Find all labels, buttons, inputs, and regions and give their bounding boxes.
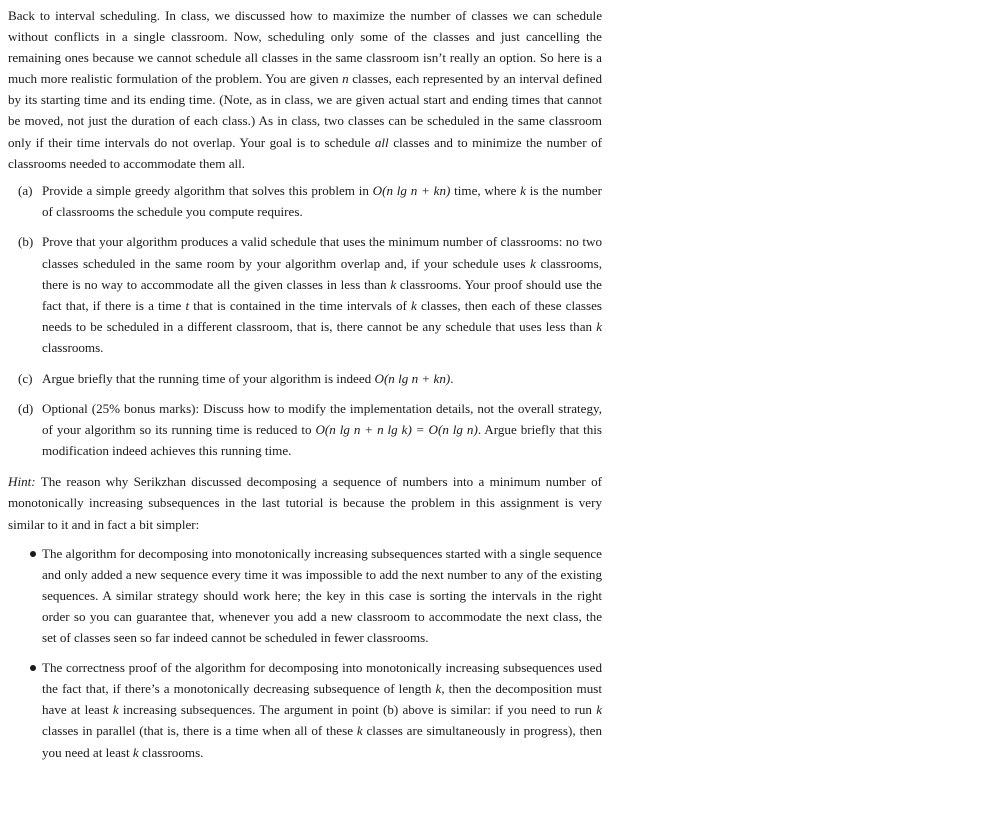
- part-a-text-3: is the number of classrooms the schedule you compute requires.: [42, 182, 602, 219]
- intro-text-2: classes, each represented by an interval defined by its starting time and its ending time. (Note, as in class, we are given actual start and ending times that cannot be moved, not just the duration of each class.) As in class, two classes can be scheduled in the same classroom only if their time intervals do not overlap. Your goal is to schedule: [8, 71, 602, 150]
- part-c-complexity: O(n lg n + kn): [374, 370, 451, 386]
- part-a-marker: (a): [18, 182, 33, 198]
- bullet-2-text-2: , then the decomposition must have at least: [42, 681, 602, 718]
- bullet-dot-icon: [30, 665, 36, 671]
- part-d: [8, 398, 602, 461]
- bullet-item: [8, 543, 602, 648]
- part-b-text-1: Prove that your algorithm produces a valid schedule that uses the minimum number of classrooms: no two classes scheduled in the same room by your algorithm overlap and, if your schedule uses: [42, 234, 602, 271]
- intro-text-3: classes and to minimize the number of classrooms needed to accommodate them all.: [8, 134, 603, 171]
- var-k: k: [132, 744, 139, 760]
- part-b-text-3: classrooms. Your proof should use the fact that, if there is a time: [42, 276, 602, 313]
- var-k: k: [596, 702, 603, 718]
- bullet-2-text-3: increasing subsequences. The argument in point (b) above is similar: if you need to run: [118, 702, 597, 718]
- var-k: k: [435, 681, 442, 697]
- bullet-2-text-4: classes in parallel (that is, there is a time when all of these: [42, 723, 357, 739]
- part-c-marker: (c): [18, 370, 33, 386]
- part-a: [8, 180, 602, 222]
- var-k: k: [411, 297, 417, 313]
- part-d-complexity: O(n lg n + n lg k) = O(n lg n): [315, 422, 478, 438]
- document: [8, 5, 602, 772]
- part-d-marker: (d): [18, 401, 34, 417]
- part-a-text-2: time, where: [450, 182, 521, 198]
- bullet-dot-icon: [30, 551, 36, 557]
- part-b: [8, 231, 602, 358]
- var-k: k: [530, 255, 536, 271]
- part-a-text-1: Provide a simple greedy algorithm that solves this problem in: [42, 182, 373, 198]
- part-b-text-6: classrooms.: [42, 339, 104, 355]
- part-c-text-2: .: [450, 370, 454, 386]
- problem-statement: [8, 5, 602, 174]
- emphasis-all: all: [374, 134, 389, 150]
- hint-paragraph: [8, 471, 602, 534]
- bullet-2-text-6: classrooms.: [138, 744, 204, 760]
- var-k: k: [520, 182, 526, 198]
- part-d-text-2: . Argue briefly that this modification indeed achieves this running time.: [42, 422, 602, 459]
- bullet-2-text-5: classes are simultaneously in progress), then you need at least: [42, 723, 602, 760]
- var-k: k: [390, 276, 397, 292]
- hint-text: The reason why Serikzhan discussed decomposing a sequence of numbers into a minimum number of monotonically increasing subsequences in the last tutorial is because the problem in this assignment is very similar to it and in fact a bit simpler:: [8, 474, 602, 532]
- hint-label: Hint:: [8, 474, 36, 490]
- part-c: [8, 368, 602, 389]
- var-k: k: [112, 702, 119, 718]
- bullet-1-text: The algorithm for decomposing into monotonically increasing subsequences started with a single sequence and only added a new sequence every time it was impossible to add the next number to any of the existing sequences. A similar strategy should work here; the key in this case is sorting the intervals in the right order so you can guarantee that, whenever you add a new classroom to accommodate the next class, the set of classes seen so far indeed cannot be scheduled in fewer classrooms.: [42, 545, 602, 646]
- intro-text-1: Back to interval scheduling. In class, we discussed how to maximize the number of classes we can schedule without conflicts in a single classroom. Now, scheduling only some of the classes and just cancelling the remaining ones because we cannot schedule all classes in the same classroom isn’t really an option. So here is a much more realistic formulation of the problem. You are given: [8, 8, 602, 87]
- hint-bullets: [8, 543, 602, 763]
- part-c-text-1: Argue briefly that the running time of your algorithm is indeed: [42, 370, 375, 386]
- bullet-2-text-1: The correctness proof of the algorithm for decomposing into monotonically increasing subsequences used the fact that, if there’s a monotonically decreasing subsequence of length: [42, 660, 602, 697]
- var-k: k: [356, 723, 363, 739]
- var-k: k: [596, 318, 602, 334]
- question-parts: [8, 180, 602, 462]
- part-a-complexity: O(n lg n + kn): [372, 182, 451, 198]
- part-b-text-5: classes, then each of these classes needs to be scheduled in a different classroom, that is, there cannot be any schedule that uses less than: [42, 297, 602, 334]
- var-n: n: [342, 71, 349, 87]
- part-d-text-1: Optional (25% bonus marks): Discuss how to modify the implementation details, not the overall strategy, of your algorithm so its running time is reduced to: [42, 401, 602, 438]
- part-b-text-4: that is contained in the time intervals of: [189, 297, 412, 313]
- part-b-text-2: classrooms, there is no way to accommodate all the given classes in less than: [42, 255, 602, 292]
- var-t: t: [185, 297, 190, 313]
- part-b-marker: (b): [18, 234, 34, 250]
- bullet-item: [8, 657, 602, 762]
